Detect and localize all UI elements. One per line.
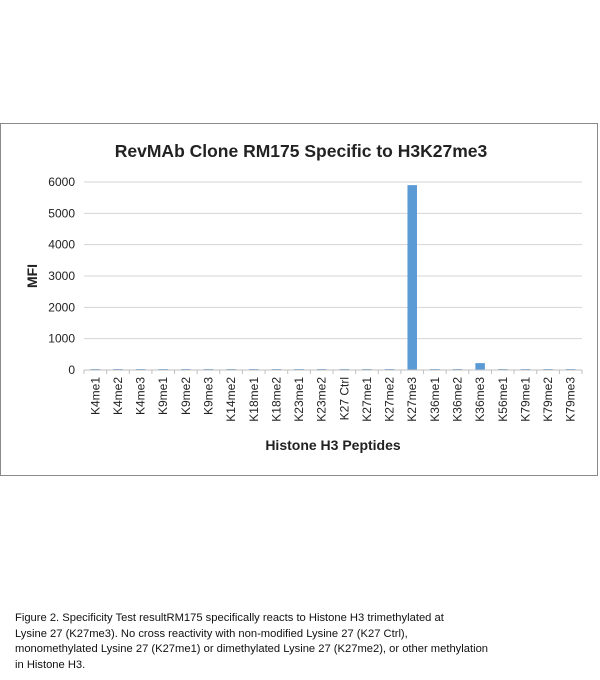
x-tick-label: K23me2 [314, 377, 329, 422]
caption-line: Figure 2. Specificity Test resultRM175 specifically reacts to Histone H3 trimethylated at [15, 612, 444, 624]
x-tick-label: K23me1 [292, 377, 307, 422]
x-tick-label: K9me3 [201, 377, 216, 416]
chart-frame [0, 123, 598, 476]
x-tick-label: K79me1 [518, 377, 533, 422]
x-tick-label: K14me2 [224, 377, 239, 422]
x-tick-label: K27me2 [382, 377, 397, 422]
x-tick-label: K36me1 [427, 377, 442, 422]
x-tick-label: K36me2 [450, 377, 465, 422]
x-tick-label: K4me2 [110, 377, 125, 416]
x-tick-label: K4me3 [133, 377, 148, 416]
x-tick-label: K9me1 [156, 377, 171, 416]
y-tick-label: 0 [68, 363, 75, 377]
x-tick-label: K18me1 [246, 377, 261, 422]
x-tick-label: K79me3 [563, 377, 578, 422]
y-tick-label: 5000 [48, 206, 75, 221]
y-tick-label: 4000 [48, 237, 75, 252]
chart-title: RevMAb Clone RM175 Specific to H3K27me3 [114, 141, 488, 161]
x-tick-label: K27 Ctrl [337, 377, 352, 421]
x-tick-label: K36me3 [473, 377, 488, 422]
x-tick-label: K4me1 [88, 377, 103, 416]
caption-line: monomethylated Lysine 27 (K27me1) or dimethylated Lysine 27 (K27me2), or other methylation [15, 643, 489, 655]
x-tick-label: K27me3 [405, 377, 420, 422]
x-tick-label: K56me1 [495, 377, 510, 422]
y-tick-label: 1000 [48, 331, 75, 346]
caption-line: Lysine 27 (K27me3). No cross reactivity with non-modified Lysine 27 (K27 Ctrl), [15, 627, 408, 640]
bar [407, 185, 417, 370]
caption-line: in Histone H3. [15, 658, 86, 671]
x-tick-label: K79me2 [541, 377, 556, 422]
y-tick-label: 2000 [48, 300, 75, 315]
x-tick-label: K27me1 [359, 377, 374, 422]
y-axis-label: MFI [24, 263, 40, 289]
x-axis-label: Histone H3 Peptides [265, 437, 401, 453]
bar-chart [1, 124, 599, 477]
figure-caption [15, 611, 600, 673]
x-tick-label: K9me2 [178, 377, 193, 416]
y-tick-label: 3000 [48, 269, 75, 283]
bar [475, 363, 485, 370]
x-tick-label: K18me2 [269, 377, 284, 422]
y-tick-label: 6000 [48, 175, 75, 189]
